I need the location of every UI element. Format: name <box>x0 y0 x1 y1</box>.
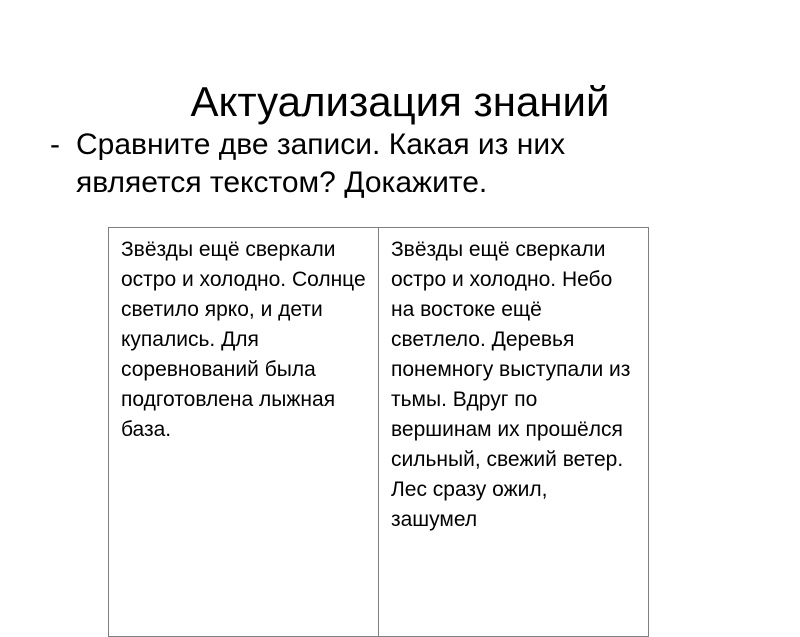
task-bullet <box>50 126 690 202</box>
comparison-table <box>108 227 649 637</box>
table-row <box>109 228 649 637</box>
right-text-cell: Звёзды ещё сверкали остро и холодно. Небо на востоке ещё светлело. Деревья понемногу выступали из тьмы. Вдруг по вершинам их прошёлся сильный, свежий ветер. Лес сразу ожил, зашумел <box>379 228 649 637</box>
page-title: Актуализация знаний <box>190 78 610 126</box>
left-text-cell: Звёзды ещё сверкали остро и холодно. Солнце светило ярко, и дети купались. Для соревнований была подготовлена лыжная база. <box>109 228 379 637</box>
task-text: Сравните две записи. Какая из них является текстом? Докажите. <box>76 128 566 199</box>
bullet-marker: - <box>50 128 60 161</box>
